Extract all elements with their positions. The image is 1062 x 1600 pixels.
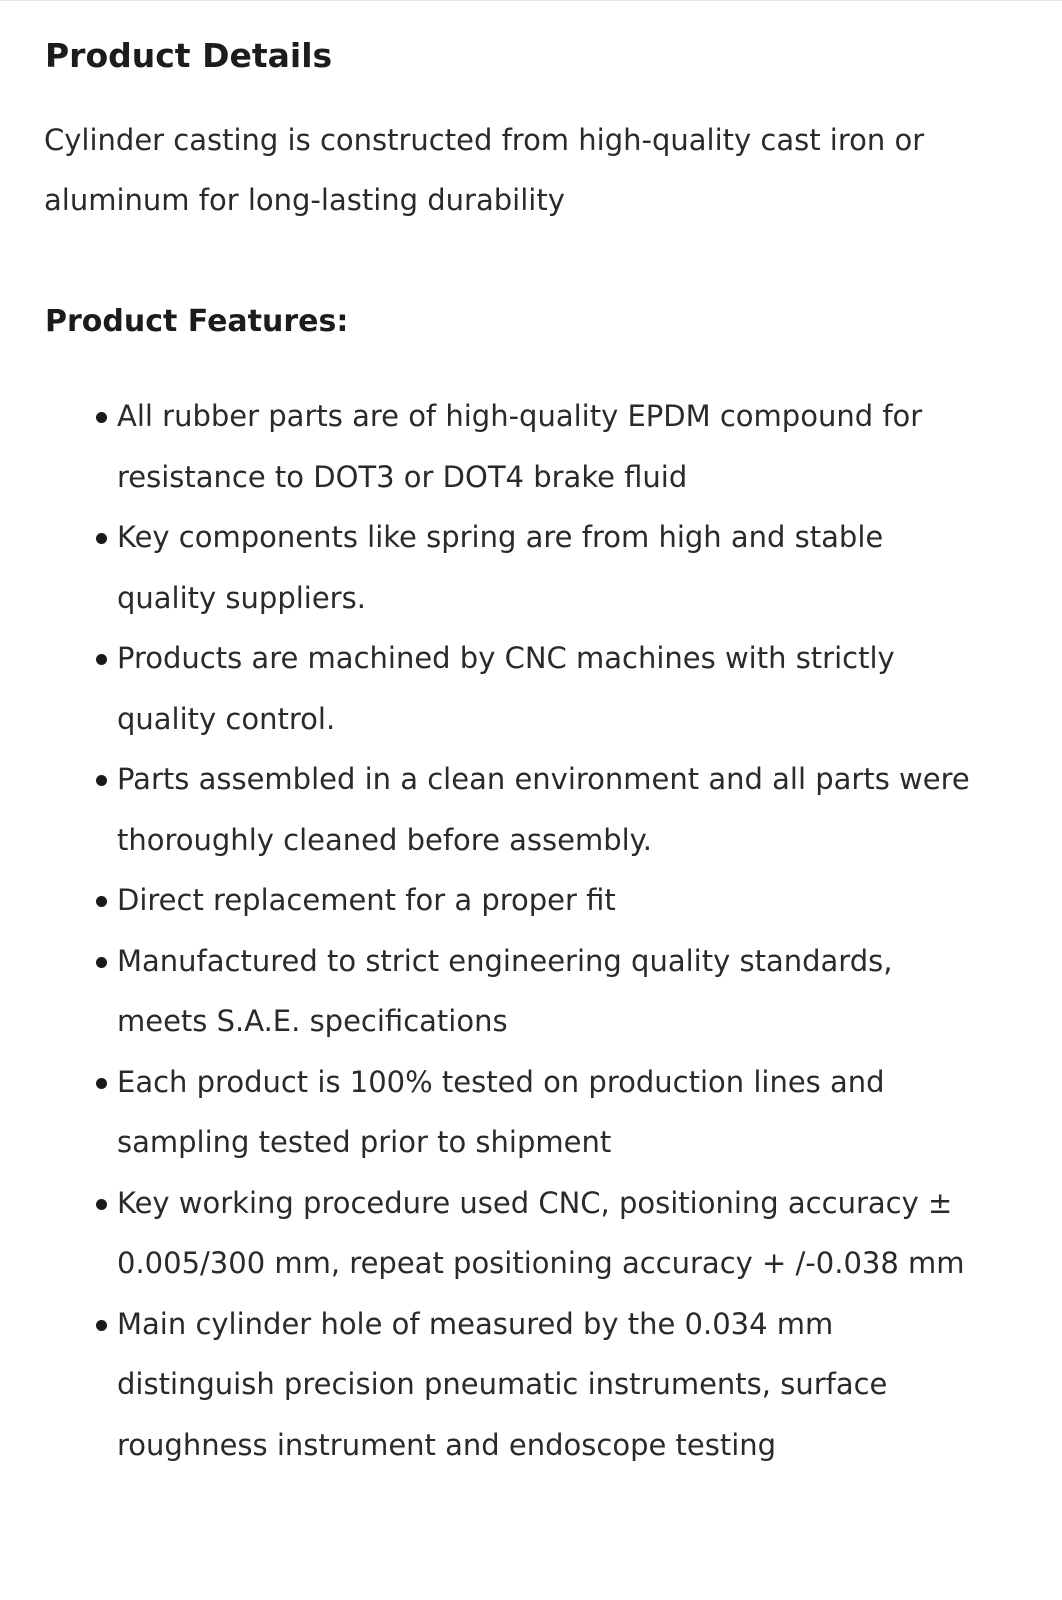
feature-item [0,870,987,931]
feature-text: Each product is 100% tested on production lines and sampling tested prior to shipment [117,1064,885,1159]
feature-text: Direct replacement for a proper fit [117,883,616,917]
feature-text: Main cylinder hole of measured by the 0.034 mm distinguish precision pneumatic instruments, surface roughness instrument and endoscope testing [117,1306,888,1462]
feature-text: Parts assembled in a clean environment and all parts were thoroughly cleaned before assembly. [117,762,970,857]
feature-item [0,1173,987,1294]
bullet-icon [96,1078,107,1089]
product-details-description: Cylinder casting is constructed from high-quality cast iron or aluminum for long-lasting durability [44,123,925,217]
bullet-icon [96,957,107,968]
top-divider [0,0,1062,1]
feature-item [0,931,987,1052]
feature-text: All rubber parts are of high-quality EPDM compound for resistance to DOT3 or DOT4 brake fluid [117,399,923,494]
feature-text: Key components like spring are from high and stable quality suppliers. [117,520,884,615]
bullet-icon [96,1320,107,1331]
bullet-icon [96,1199,107,1210]
feature-item [0,1294,987,1476]
feature-text: Manufactured to strict engineering quality standards, meets S.A.E. specifications [117,943,893,1038]
bullet-icon [96,654,107,665]
bullet-icon [96,533,107,544]
product-features-heading: Product Features: [45,304,349,339]
bullet-icon [96,412,107,423]
feature-text: Key working procedure used CNC, positioning accuracy ± 0.005/300 mm, repeat positioning accuracy + /-0.038 mm [117,1185,965,1280]
feature-item [0,1052,987,1173]
feature-item [0,628,987,749]
product-details-heading: Product Details [45,36,333,75]
feature-text: Products are machined by CNC machines with strictly quality control. [117,641,895,736]
bullet-icon [96,896,107,907]
feature-item [0,749,987,870]
feature-item [0,507,987,628]
product-features-list [0,386,1062,1475]
feature-item [0,386,987,507]
bullet-icon [96,775,107,786]
